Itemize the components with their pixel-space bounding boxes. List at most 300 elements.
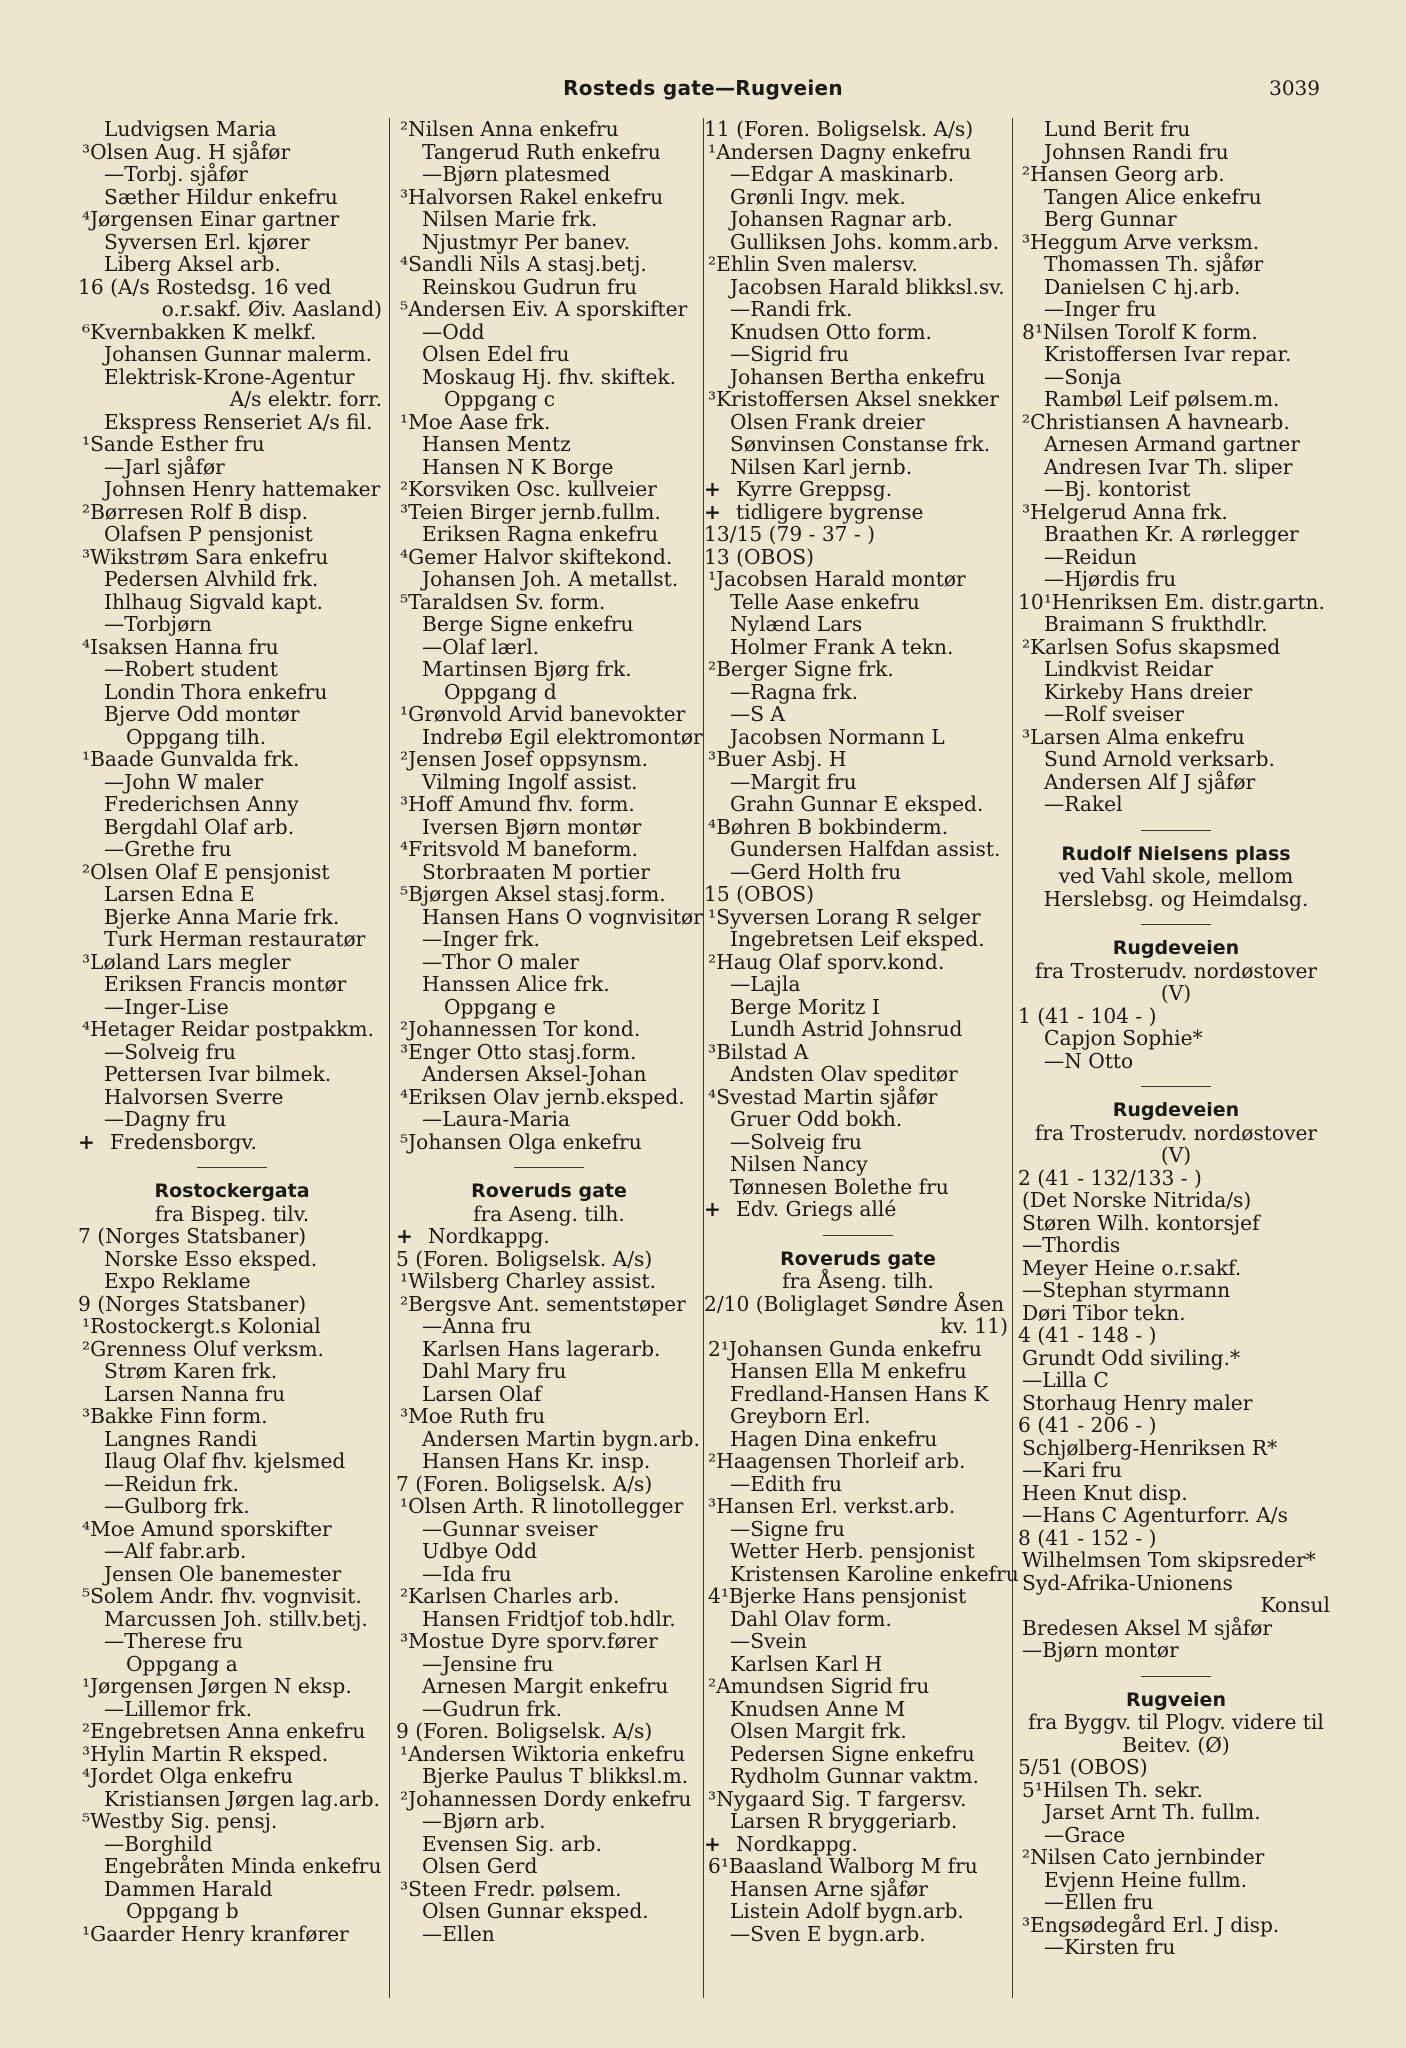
section-divider (197, 1167, 267, 1168)
resident-entry: Arnesen Margit enkefru (422, 1674, 669, 1698)
directory-column-4 (1018, 118, 1334, 1998)
house-number: 2/10 (Boliglaget Søndre Åsen (704, 1291, 1005, 1316)
resident-entry: —Rakel (1044, 792, 1123, 816)
street-heading: Rugveien (1126, 1688, 1226, 1711)
resident-entry: ⁴Bøhren B bokbinderm. (708, 814, 949, 839)
resident-entry: Ilaug Olaf fhv. kjelsmed (104, 1449, 346, 1473)
resident-entry: Nilsen Karl jernb. (730, 454, 913, 479)
resident-entry: —Jarl sjåfør (104, 454, 225, 479)
resident-entry: —Grace (1044, 1822, 1126, 1847)
cross-street-name: Nordkappg. (428, 1224, 550, 1248)
resident-entry: Storhaug Henry maler (1022, 1390, 1253, 1415)
street-description: (V) (1160, 981, 1192, 1005)
house-number: 5/51 (OBOS) (1018, 1755, 1148, 1779)
resident-entry: Dahl Mary fru (422, 1359, 567, 1383)
resident-entry: Johnsen Henry hattemaker (104, 477, 381, 501)
resident-entry: —Gulborg frk. (104, 1494, 250, 1518)
page-number: 3039 (1269, 76, 1320, 100)
resident-entry: Eriksen Ragna enkefru (422, 522, 659, 546)
directory-column-1 (78, 118, 386, 1998)
resident-entry: ¹Wilsberg Charley assist. (400, 1269, 657, 1293)
resident-entry: Andresen Ivar Th. sliper (1044, 454, 1293, 479)
resident-entry: ¹Andersen Wiktoria enkefru (400, 1741, 686, 1766)
street-heading: Rudolf Nielsens plass (1061, 842, 1291, 865)
resident-entry: —Bjørn montør (1022, 1638, 1179, 1662)
resident-entry: —Bjørn arb. (422, 1809, 546, 1833)
resident-entry: Engebråten Minda enkefru (104, 1854, 382, 1878)
resident-entry: Pedersen Alvhild frk. (104, 567, 319, 591)
resident-entry: —John W maler (104, 769, 264, 794)
resident-entry: Holmer Frank A tekn. (730, 634, 954, 659)
resident-entry: Pedersen Signe enkefru (730, 1741, 975, 1766)
entrance-label: Oppgang a (126, 1651, 238, 1676)
entry-continuation: kv. 11) (940, 1314, 1008, 1338)
cross-street-entry (78, 1131, 386, 1154)
resident-entry: Larsen R bryggeriarb. (730, 1809, 958, 1833)
street-description: fra Byggv. til Plogv. videre til (1028, 1710, 1324, 1734)
resident-entry: —Torbj. sjåfør (104, 162, 248, 186)
resident-entry: ⁵Andersen Eiv. A sporskifter (400, 297, 688, 321)
resident-entry: ³Mostue Dyre sporv.fører (400, 1629, 658, 1653)
resident-entry: Langnes Randi (104, 1426, 258, 1451)
resident-entry: ³Heggum Arve verksm. (1022, 229, 1260, 254)
resident-entry: Kirkeby Hans dreier (1044, 679, 1253, 704)
resident-entry: ²Børresen Rolf B disp. (82, 499, 309, 524)
resident-entry: —Inger fru (1044, 297, 1157, 321)
resident-entry: Hagen Dina enkefru (730, 1426, 938, 1451)
resident-entry: ³Hoff Amund fhv. form. (400, 792, 635, 816)
resident-entry: —Odd (422, 319, 485, 344)
resident-entry: Nilsen Nancy (730, 1152, 868, 1176)
resident-entry: Braathen Kr. A rørlegger (1044, 522, 1299, 546)
cross-street-icon: + (78, 1129, 95, 1154)
street-heading: Roveruds gate (471, 1180, 627, 1202)
resident-entry: Hansen Hans Kr. insp. (422, 1449, 651, 1473)
resident-entry: Johansen Bertha enkefru (730, 364, 986, 389)
resident-entry: —Thordis (1022, 1233, 1121, 1257)
resident-entry: ³Bakke Finn form. (82, 1404, 268, 1428)
resident-entry: Lindkvist Reidar (1044, 657, 1213, 681)
resident-entry: Hansen Ella M enkefru (730, 1359, 967, 1383)
resident-entry: Meyer Heine o.r.sakf. (1022, 1255, 1242, 1280)
resident-entry: —Bjørn platesmed (422, 162, 611, 186)
resident-entry: ³Larsen Alma enkefru (1022, 724, 1245, 749)
resident-entry: ⁵Westby Sig. pensj. (82, 1809, 278, 1833)
street-description: fra Trosterudv. nordøstover (1034, 958, 1318, 983)
resident-entry: 5¹Hilsen Th. sekr. (1022, 1777, 1203, 1802)
resident-entry: Turk Herman restauratør (104, 927, 366, 951)
resident-entry: Johansen Joh. A metallst. (422, 567, 679, 591)
resident-entry: Johansen Gunnar malerm. (104, 342, 373, 366)
resident-entry: Fredland-Hansen Hans K (730, 1381, 989, 1406)
resident-entry: ³Hylin Martin R eksped. (82, 1741, 329, 1766)
resident-entry: Sund Arnold verksarb. (1044, 747, 1275, 771)
cross-street-icon: + (704, 1831, 721, 1856)
cross-street-name: Edv. Griegs allé (736, 1197, 897, 1221)
house-number: 6 (41 - 206 - ) (1018, 1413, 1157, 1437)
street-heading: Roveruds gate (780, 1247, 936, 1270)
resident-entry: Listein Adolf bygn.arb. (730, 1899, 964, 1923)
resident-entry: ³Bilstad A (708, 1039, 809, 1064)
house-number: 10¹Henriksen Em. distr.gartn. (1018, 589, 1325, 614)
resident-entry: ⁵Solem Andr. fhv. vognvisit. (82, 1584, 362, 1608)
resident-entry: ³Kristoffersen Aksel snekker (708, 387, 999, 411)
resident-entry: Ihlhaug Sigvald kapt. (104, 589, 323, 614)
directory-column-2 (396, 118, 702, 1998)
resident-entry: ¹Andersen Dagny enkefru (708, 139, 972, 164)
resident-entry: —Lilla C (1022, 1368, 1109, 1392)
resident-entry: Sønvinsen Constanse frk. (730, 432, 991, 456)
resident-entry: Hansen Fridtjof tob.hdlr. (422, 1606, 676, 1631)
house-number: 13 (OBOS) (704, 544, 814, 569)
street-description: ved Vahl skole, mellom (1058, 864, 1294, 888)
resident-entry: ²Johannessen Tor kond. (400, 1017, 641, 1041)
house-number: 8 (41 - 152 - ) (1018, 1525, 1157, 1550)
resident-entry: —Edgar A maskinarb. (730, 162, 955, 186)
resident-entry: Thomassen Th. sjåfør (1044, 252, 1264, 276)
resident-entry: —Hans C Agenturforr. A/s (1022, 1503, 1288, 1527)
resident-entry: Tønnesen Bolethe fru (730, 1174, 949, 1199)
resident-entry: Støren Wilh. kontorsjef (1022, 1210, 1260, 1235)
resident-entry: —Reidun frk. (104, 1471, 239, 1496)
resident-entry: (Det Norske Nitrida/s) (1022, 1188, 1252, 1212)
resident-entry: Andersen Martin bygn.arb. (422, 1426, 700, 1451)
resident-entry: ²Karlsen Sofus skapsmed (1022, 634, 1281, 659)
section-divider (1141, 924, 1211, 925)
resident-entry: Dahl Olav form. (730, 1606, 892, 1631)
resident-entry: Iversen Bjørn montør (422, 814, 642, 839)
resident-entry: ²Ehlin Sven malersv. (708, 252, 918, 276)
house-number: 4 (41 - 148 - ) (1018, 1323, 1157, 1347)
cross-street-entry (704, 501, 1012, 524)
resident-entry: Bjerke Paulus T blikksl.m. (422, 1764, 689, 1788)
column-divider (389, 118, 390, 1998)
entrance-label: Oppgang b (126, 1899, 239, 1923)
street-heading: Rugdeveien (1112, 1099, 1240, 1121)
resident-entry: ²Korsviken Osc. kullveier (400, 477, 657, 501)
entrance-label: Oppgang c (444, 387, 556, 411)
page-title: Rosteds gate—Rugveien (563, 76, 843, 100)
resident-entry: ²Christiansen A havnearb. (1022, 409, 1290, 434)
resident-entry: —Gerd Holth fru (730, 859, 902, 884)
resident-entry: ⁴Hetager Reidar postpakkm. (82, 1017, 374, 1041)
resident-entry: Knudsen Anne M (730, 1696, 906, 1721)
resident-entry: Danielsen C hj.arb. (1044, 274, 1241, 299)
entry-continuation: Konsul (1260, 1593, 1330, 1617)
resident-entry: Expo Reklame (104, 1269, 251, 1293)
resident-entry: Evensen Sig. arb. (422, 1831, 602, 1856)
entry-continuation: A/s elektr. forr. (229, 387, 382, 411)
resident-entry: Bergdahl Olaf arb. (104, 814, 295, 839)
house-number: 2 (41 - 132/133 - ) (1018, 1165, 1202, 1190)
resident-entry: —Borghild (104, 1831, 213, 1856)
resident-entry: —Ellen (422, 1921, 495, 1946)
resident-entry: Hansen Mentz (422, 432, 571, 456)
resident-entry: —Alf fabr.arb. (104, 1539, 247, 1563)
resident-entry: Karlsen Karl H (730, 1651, 883, 1676)
house-number: 11 (Foren. Boligselsk. A/s) (704, 117, 974, 141)
house-number: 9 (Foren. Boligselsk. A/s) (396, 1719, 653, 1743)
resident-entry: 4¹Bjerke Hans pensjonist (708, 1584, 967, 1608)
resident-entry: Andersen Aksel-Johan (422, 1062, 647, 1086)
street-description: Herslebsg. og Heimdalsg. (1043, 886, 1309, 911)
resident-entry: Lundh Astrid Johnsrud (730, 1017, 963, 1041)
resident-entry: Norske Esso eksped. (104, 1246, 318, 1271)
resident-entry: —Inger-Lise (104, 994, 229, 1019)
house-number: 9 (Norges Statsbaner) (78, 1291, 307, 1316)
resident-entry: Jacobsen Normann L (730, 724, 945, 749)
resident-entry: Braimann S frukthdlr. (1044, 612, 1268, 636)
resident-entry: —Thor O maler (422, 949, 580, 974)
street-description: Beitev. (Ø) (1122, 1732, 1230, 1757)
resident-entry: —Edith fru (730, 1471, 842, 1496)
resident-entry: ⁴Jørgensen Einar gartner (82, 207, 340, 231)
resident-entry: Dammen Harald (104, 1876, 273, 1901)
resident-entry: Lund Berit fru (1044, 117, 1191, 141)
resident-entry: Udbye Odd (422, 1539, 538, 1563)
resident-entry: ³Moe Ruth fru (400, 1404, 546, 1428)
resident-entry: —Dagny fru (104, 1107, 227, 1131)
resident-entry: —Rolf sveiser (1044, 702, 1185, 726)
resident-entry: —Sonja (1044, 364, 1122, 389)
resident-entry: Syd-Afrika-Unionens (1022, 1570, 1233, 1595)
resident-entry: —Anna fru (422, 1314, 532, 1338)
resident-entry: ⁴Fritsvold M baneform. (400, 837, 638, 861)
resident-entry: —Lillemor frk. (104, 1696, 253, 1721)
entrance-label: Oppgang tilh. (126, 724, 267, 749)
resident-entry: ¹Jørgensen Jørgen N eksp. (82, 1674, 352, 1698)
resident-entry: —Olaf lærl. (422, 634, 540, 659)
resident-entry: Gruer Odd bokh. (730, 1107, 903, 1131)
resident-entry: Berge Signe enkefru (422, 612, 634, 636)
resident-entry: 6¹Baasland Walborg M fru (708, 1854, 978, 1878)
section-divider (514, 1167, 584, 1168)
resident-entry: ¹Olsen Arth. R linotollegger (400, 1494, 684, 1518)
resident-entry: Evjenn Heine fullm. (1044, 1867, 1248, 1892)
resident-entry: Kristiansen Jørgen lag.arb. (104, 1786, 380, 1811)
resident-entry: Indrebø Egil elektromontør (422, 724, 703, 749)
resident-entry: Nilsen Marie frk. (422, 207, 598, 231)
resident-entry: Larsen Nanna fru (104, 1381, 286, 1406)
resident-entry: ¹Grønvold Arvid banevokter (400, 702, 686, 726)
cross-street-icon: + (704, 499, 721, 524)
resident-entry: Rambøl Leif pølsem.m. (1044, 387, 1280, 411)
resident-entry: ²Engebretsen Anna enkefru (82, 1719, 366, 1743)
resident-entry: —Sigrid fru (730, 342, 849, 366)
resident-entry: —Solveig fru (104, 1039, 236, 1064)
resident-entry: ²Olsen Olaf E pensjonist (82, 859, 330, 884)
resident-entry: ¹Baade Gunvalda frk. (82, 747, 300, 771)
resident-entry: —Therese fru (104, 1629, 244, 1653)
resident-entry: ²Hansen Georg arb. (1022, 162, 1225, 186)
resident-entry: Bjerve Odd montør (104, 702, 300, 726)
resident-entry: Telle Aase enkefru (730, 589, 920, 614)
resident-entry: —Lajla (730, 972, 801, 996)
resident-entry: ¹Sande Esther fru (82, 432, 265, 456)
street-heading: Rugdeveien (1112, 937, 1240, 959)
directory-column-3 (704, 117, 1019, 1998)
cross-street-name: Kyrre Greppsg. (736, 477, 893, 501)
cross-street-name: tidligere bygrense (736, 499, 924, 524)
resident-entry: Kristoffersen Ivar repar. (1044, 342, 1292, 366)
resident-entry: Strøm Karen frk. (104, 1359, 278, 1383)
cross-street-name: Nordkappg. (736, 1831, 858, 1856)
resident-entry: Bjerke Anna Marie frk. (104, 904, 340, 929)
resident-entry: Hansen N K Borge (422, 454, 614, 479)
resident-entry: —Inger frk. (422, 927, 540, 951)
entrance-label: Oppgang d (444, 679, 557, 704)
resident-entry: Berg Gunnar (1044, 207, 1177, 231)
resident-entry: ⁴Sandli Nils A stasj.betj. (400, 252, 647, 276)
resident-entry: —Torbjørn (104, 612, 212, 636)
resident-entry: —Gunnar sveiser (422, 1516, 598, 1541)
house-number: 13/15 (79 - 37 - ) (704, 522, 876, 546)
house-number: 7 (Norges Statsbaner) (78, 1224, 307, 1248)
street-description: fra Bispeg. tilv. (154, 1201, 310, 1226)
resident-entry: Rydholm Gunnar vaktm. (730, 1764, 979, 1788)
resident-entry: Berge Moritz I (730, 994, 880, 1019)
section-divider (1141, 1676, 1211, 1677)
resident-entry: Larsen Olaf (422, 1381, 542, 1406)
resident-entry: ⁴Eriksen Olav jernb.eksped. (400, 1084, 685, 1109)
resident-entry: Olsen Frank dreier (730, 409, 925, 434)
resident-entry: Gulliksen Johs. komm.arb. (730, 229, 1000, 254)
resident-entry: Grønli Ingv. mek. (730, 184, 906, 209)
resident-entry: —Hjørdis fru (1044, 567, 1177, 591)
resident-entry: ³Løland Lars megler (82, 949, 291, 974)
resident-entry: Capjon Sophie* (1044, 1026, 1203, 1050)
resident-entry: Hansen Arne sjåfør (730, 1876, 928, 1901)
resident-entry: Halvorsen Sverre (104, 1084, 284, 1109)
resident-entry: Andersen Alf J sjåfør (1044, 769, 1256, 794)
resident-entry: ⁶Kvernbakken K melkf. (82, 319, 317, 344)
street-description: fra Trosterudv. nordøstover (1034, 1120, 1318, 1145)
resident-entry: ¹Jacobsen Harald montør (708, 567, 966, 591)
resident-entry: Grahn Gunnar E eksped. (730, 792, 984, 816)
resident-entry: Eriksen Francis montør (104, 972, 347, 996)
section-divider (1141, 830, 1211, 831)
resident-entry: ³Olsen Aug. H sjåfør (82, 139, 291, 164)
resident-entry: Olsen Margit frk. (730, 1719, 907, 1743)
resident-entry: 8¹Nilsen Torolf K form. (1022, 319, 1258, 344)
resident-entry: ³Halvorsen Rakel enkefru (400, 184, 664, 209)
resident-entry: —Reidun (1044, 544, 1137, 569)
street-description: fra Åseng. tilh. (782, 1269, 934, 1293)
resident-entry: ²Amundsen Sigrid fru (708, 1674, 930, 1698)
resident-entry: Storbraaten M portier (422, 859, 650, 884)
resident-entry: ²Grenness Oluf verksm. (82, 1336, 324, 1361)
resident-entry: Jarset Arnt Th. fullm. (1044, 1800, 1261, 1824)
cross-street-entry (704, 478, 1012, 501)
resident-entry: —Laura-Maria (422, 1107, 570, 1131)
resident-entry: ²Jensen Josef oppsynsm. (400, 747, 648, 771)
street-heading: Rostockergata (154, 1180, 310, 1202)
resident-entry: Reinskou Gudrun fru (422, 274, 638, 299)
resident-entry: Heen Knut disp. (1022, 1480, 1188, 1505)
resident-entry: Andsten Olav speditør (730, 1062, 958, 1086)
resident-entry: —N Otto (1044, 1048, 1134, 1073)
resident-entry: Sæther Hildur enkefru (104, 184, 338, 209)
resident-entry: Olsen Edel fru (422, 342, 570, 366)
resident-entry: Greyborn Erl. (730, 1404, 871, 1428)
resident-entry: ²Haagensen Thorleif arb. (708, 1449, 966, 1473)
resident-entry: Tangen Alice enkefru (1044, 184, 1262, 209)
street-description: (V) (1160, 1143, 1192, 1167)
column-divider (1012, 118, 1013, 1998)
resident-entry: ³Enger Otto stasj.form. (400, 1039, 637, 1064)
resident-entry: Olsen Gerd (422, 1854, 538, 1878)
resident-entry: Marcussen Joh. stillv.betj. (104, 1606, 368, 1631)
resident-entry: —Robert student (104, 657, 279, 681)
resident-entry: ³Helgerud Anna frk. (1022, 499, 1228, 524)
resident-entry: —Sven E bygn.arb. (730, 1921, 926, 1946)
house-number: 5 (Foren. Boligselsk. A/s) (396, 1246, 653, 1271)
resident-entry: Elektrisk-Krone-Agentur (104, 364, 355, 389)
resident-entry: Knudsen Otto form. (730, 319, 932, 344)
resident-entry: ²Bergsve Ant. sementstøper (400, 1291, 686, 1316)
resident-entry: Vilming Ingolf assist. (422, 769, 638, 794)
resident-entry: ¹Rostockergt.s Kolonial (82, 1314, 321, 1338)
resident-entry: —Gudrun frk. (422, 1696, 563, 1721)
resident-entry: ⁴Gemer Halvor skiftekond. (400, 544, 673, 569)
resident-entry: Syversen Erl. kjører (104, 229, 310, 254)
resident-entry: Wetter Herb. pensjonist (730, 1539, 975, 1563)
resident-entry: Ludvigsen Maria (104, 117, 277, 141)
resident-entry: 2¹Johansen Gunda enkefru (708, 1336, 982, 1361)
resident-entry: Frederichsen Anny (104, 792, 299, 816)
resident-entry: Arnesen Armand gartner (1044, 432, 1300, 456)
resident-entry: ²Berger Signe frk. (708, 657, 894, 681)
resident-entry: ²Nilsen Cato jernbinder (1022, 1845, 1265, 1869)
resident-entry: Olsen Gunnar eksped. (422, 1899, 649, 1923)
resident-entry: Johansen Ragnar arb. (730, 207, 953, 231)
resident-entry: Schjølberg-Henriksen R* (1022, 1435, 1278, 1460)
resident-entry: ¹Gaarder Henry kranfører (82, 1921, 349, 1946)
resident-entry: Martinsen Bjørg frk. (422, 657, 632, 681)
resident-entry: —Randi frk. (730, 297, 853, 321)
resident-entry: ⁴Jordet Olga enkefru (82, 1764, 294, 1788)
entry-continuation: o.r.sakf. Øiv. Aasland) (161, 297, 382, 321)
resident-entry: —Bj. kontorist (1044, 477, 1191, 501)
resident-entry: Gundersen Halfdan assist. (730, 837, 1001, 861)
resident-entry: —Ida fru (422, 1561, 512, 1586)
resident-entry: Pettersen Ivar bilmek. (104, 1062, 332, 1086)
resident-entry: Kristensen Karoline enkefru (730, 1561, 1019, 1586)
resident-entry: ³Hansen Erl. verkst.arb. (708, 1494, 956, 1518)
resident-entry: Moskaug Hj. fhv. skiftek. (422, 364, 677, 389)
resident-entry: —Ragna frk. (730, 679, 859, 704)
resident-entry: ²Haug Olaf sporv.kond. (708, 949, 945, 974)
resident-entry: Ingebretsen Leif eksped. (730, 927, 985, 951)
resident-entry: —S A (730, 702, 786, 726)
resident-entry: ²Nilsen Anna enkefru (400, 117, 619, 141)
resident-entry: Bredesen Aksel M sjåfør (1022, 1615, 1273, 1640)
cross-street-icon: + (704, 477, 721, 501)
resident-entry: ⁵Johansen Olga enkefru (400, 1129, 642, 1154)
resident-entry: Tangerud Ruth enkefru (422, 139, 661, 164)
house-number: 1 (41 - 104 - ) (1018, 1003, 1157, 1028)
cross-street-name: Fredensborgv. (110, 1129, 257, 1154)
resident-entry: Grundt Odd siviling.* (1022, 1345, 1241, 1370)
resident-entry: ³Nygaard Sig. T fargersv. (708, 1786, 967, 1811)
resident-entry: Hanssen Alice frk. (422, 972, 610, 996)
resident-entry: Olafsen P pensjonist (104, 522, 313, 546)
cross-street-icon: + (396, 1224, 413, 1248)
resident-entry: ²Johannessen Dordy enkefru (400, 1786, 692, 1811)
resident-entry: —Signe fru (730, 1516, 845, 1541)
resident-entry: ³Wikstrøm Sara enkefru (82, 544, 329, 569)
section-divider (823, 1235, 893, 1236)
